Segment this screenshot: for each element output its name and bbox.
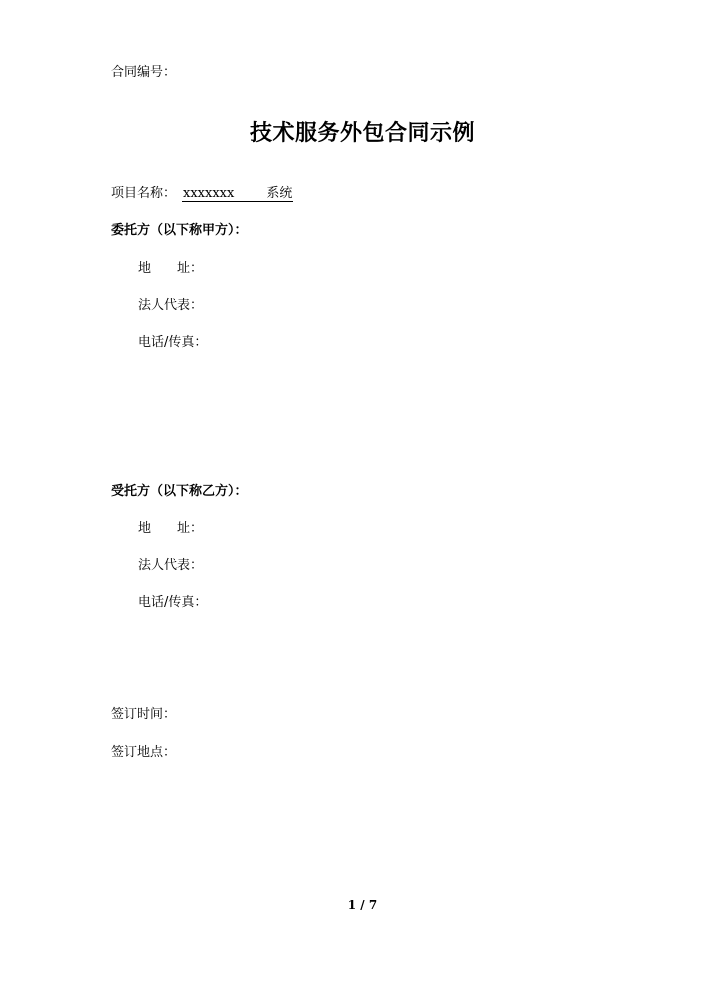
party-a-address-label-part2: 址：: [177, 261, 204, 276]
party-b-address-label-part1: 地: [138, 521, 152, 536]
party-b-address-label-part2: 址：: [177, 521, 204, 536]
party-b-heading: 受托方（以下称乙方）：: [111, 484, 248, 499]
project-name-suffix: 系统: [266, 186, 293, 201]
party-a-address-label-part1: 地: [138, 261, 152, 276]
project-name-field: [182, 187, 293, 202]
project-name-row: [111, 186, 293, 202]
party-a-heading: 委托方（以下称甲方）：: [111, 223, 248, 238]
party-a-legal-rep-label: 法人代表：: [138, 298, 204, 313]
signing-time-label: 签订时间：: [111, 707, 177, 722]
party-b-address-label: [138, 521, 203, 537]
party-b-phone-fax-label: 电话/传真：: [138, 595, 208, 610]
signing-place-label: 签订地点：: [111, 745, 177, 760]
project-name-value: xxxxxxx: [183, 186, 235, 201]
page-indicator: 1 / 7: [347, 898, 378, 912]
party-b-legal-rep-label: 法人代表：: [138, 558, 204, 573]
project-name-label: 项目名称：: [111, 186, 177, 201]
contract-number-label: 合同编号：: [111, 65, 177, 80]
document-title: 技术服务外包合同示例: [249, 120, 475, 146]
party-a-address-label: [138, 261, 203, 277]
party-a-phone-fax-label: 电话/传真：: [138, 335, 208, 350]
